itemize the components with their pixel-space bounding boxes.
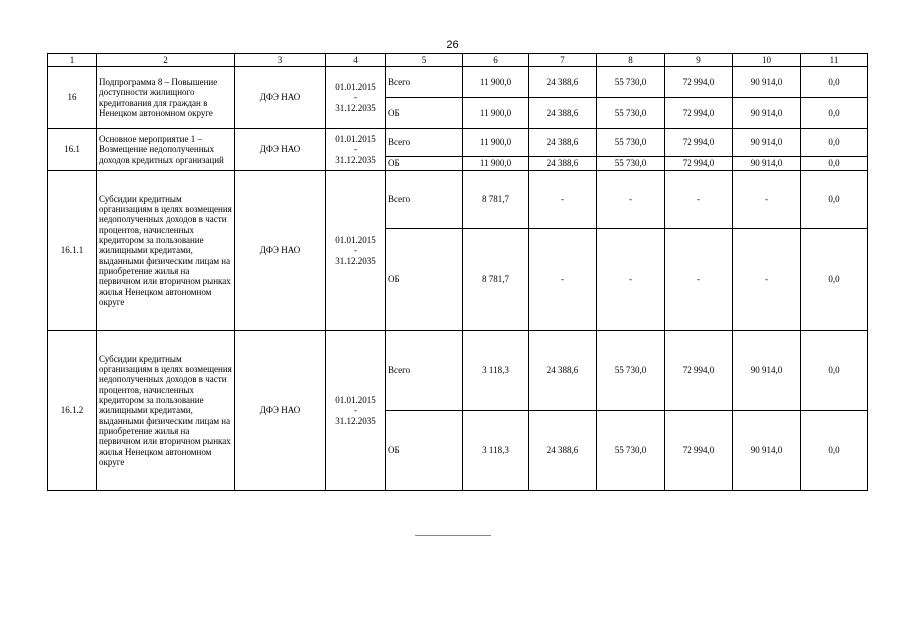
period-start: 01.01.2015 xyxy=(335,234,376,245)
value-cell: 55 730,0 xyxy=(597,157,665,171)
record-period xyxy=(326,331,386,491)
table-row xyxy=(48,171,868,229)
value-cell: 55 730,0 xyxy=(597,98,665,129)
column-header: 6 xyxy=(463,54,529,67)
value-cell: 3 118,3 xyxy=(463,411,529,491)
column-header: 2 xyxy=(97,54,235,67)
funding-source: ОБ xyxy=(386,229,463,331)
value-cell: 11 900,0 xyxy=(463,129,529,157)
value-cell: - xyxy=(665,171,733,229)
period-dash: - xyxy=(354,405,357,416)
record-period xyxy=(326,67,386,129)
value-cell: 24 388,6 xyxy=(529,331,597,411)
value-cell: 8 781,7 xyxy=(463,171,529,229)
value-cell: 72 994,0 xyxy=(665,331,733,411)
record-period xyxy=(326,171,386,331)
record-name: Подпрограмма 8 – Повышение доступности жилищного кредитования для граждан в Ненецком автономном округе xyxy=(97,67,235,129)
record-code: 16.1.2 xyxy=(48,331,97,491)
value-cell: 90 914,0 xyxy=(733,157,801,171)
value-cell: - xyxy=(665,229,733,331)
funding-source: Всего xyxy=(386,171,463,229)
value-cell: 0,0 xyxy=(801,129,868,157)
period-dash: - xyxy=(354,92,357,103)
value-cell: 0,0 xyxy=(801,157,868,171)
record-name: Основное мероприятие 1 – Возмещение недополученных доходов кредитных организаций xyxy=(97,129,235,171)
value-cell: 11 900,0 xyxy=(463,157,529,171)
footer-separator-line xyxy=(415,535,491,536)
record-executor: ДФЭ НАО xyxy=(235,171,326,331)
value-cell: 24 388,6 xyxy=(529,129,597,157)
value-cell: 24 388,6 xyxy=(529,67,597,98)
value-cell: - xyxy=(733,229,801,331)
value-cell: 55 730,0 xyxy=(597,67,665,98)
funding-source: Всего xyxy=(386,67,463,98)
value-cell: 24 388,6 xyxy=(529,411,597,491)
period-start: 01.01.2015 xyxy=(335,133,376,144)
page-number: 26 xyxy=(446,39,459,51)
record-name: Субсидии кредитным организациям в целях возмещения недополученных доходов в части процентов, начисленных кредитором за пользование жилищными кредитами, выданными физическим лицам на приобретение жилья на первичном или вторичном рынках жилья Ненецком автономном округе xyxy=(97,331,235,491)
value-cell: 11 900,0 xyxy=(463,67,529,98)
record-executor: ДФЭ НАО xyxy=(235,67,326,129)
value-cell: 72 994,0 xyxy=(665,157,733,171)
value-cell: 8 781,7 xyxy=(463,229,529,331)
period-dash: - xyxy=(354,245,357,256)
column-header: 4 xyxy=(326,54,386,67)
column-header: 11 xyxy=(801,54,868,67)
record-code: 16.1 xyxy=(48,129,97,171)
value-cell: 72 994,0 xyxy=(665,67,733,98)
value-cell: 55 730,0 xyxy=(597,411,665,491)
value-cell: 90 914,0 xyxy=(733,98,801,129)
record-executor: ДФЭ НАО xyxy=(235,129,326,171)
budget-table xyxy=(47,53,868,491)
value-cell: 0,0 xyxy=(801,229,868,331)
record-executor: ДФЭ НАО xyxy=(235,331,326,491)
value-cell: 55 730,0 xyxy=(597,129,665,157)
period-end: 31.12.2035 xyxy=(335,154,376,165)
value-cell: 0,0 xyxy=(801,411,868,491)
value-cell: 0,0 xyxy=(801,171,868,229)
column-header: 10 xyxy=(733,54,801,67)
value-cell: 0,0 xyxy=(801,98,868,129)
value-cell: - xyxy=(597,171,665,229)
column-header: 5 xyxy=(386,54,463,67)
period-start: 01.01.2015 xyxy=(335,81,376,92)
value-cell: 72 994,0 xyxy=(665,98,733,129)
value-cell: 55 730,0 xyxy=(597,331,665,411)
value-cell: 11 900,0 xyxy=(463,98,529,129)
funding-source: ОБ xyxy=(386,157,463,171)
period-start: 01.01.2015 xyxy=(335,394,376,405)
value-cell: 72 994,0 xyxy=(665,129,733,157)
value-cell: 24 388,6 xyxy=(529,157,597,171)
period-end: 31.12.2035 xyxy=(335,102,376,113)
period-dash: - xyxy=(354,144,357,155)
column-number-row xyxy=(48,54,868,67)
record-code: 16 xyxy=(48,67,97,129)
table-row xyxy=(48,331,868,411)
record-name: Субсидии кредитным организациям в целях возмещения недополученных доходов в части процентов, начисленных кредитором за пользование жилищными кредитами, выданными физическим лицам на приобретение жилья на первичном или вторичном рынках жилья Ненецком автономном округе xyxy=(97,171,235,331)
value-cell: 90 914,0 xyxy=(733,67,801,98)
value-cell: 90 914,0 xyxy=(733,411,801,491)
record-code: 16.1.1 xyxy=(48,171,97,331)
period-end: 31.12.2035 xyxy=(335,415,376,426)
column-header: 3 xyxy=(235,54,326,67)
value-cell: 0,0 xyxy=(801,331,868,411)
column-header: 9 xyxy=(665,54,733,67)
value-cell: - xyxy=(529,229,597,331)
column-header: 7 xyxy=(529,54,597,67)
funding-source: ОБ xyxy=(386,98,463,129)
funding-source: Всего xyxy=(386,331,463,411)
value-cell: 90 914,0 xyxy=(733,129,801,157)
value-cell: 0,0 xyxy=(801,67,868,98)
value-cell: 24 388,6 xyxy=(529,98,597,129)
value-cell: 72 994,0 xyxy=(665,411,733,491)
column-header: 1 xyxy=(48,54,97,67)
value-cell: - xyxy=(733,171,801,229)
value-cell: 3 118,3 xyxy=(463,331,529,411)
period-end: 31.12.2035 xyxy=(335,255,376,266)
column-header: 8 xyxy=(597,54,665,67)
record-period xyxy=(326,129,386,171)
value-cell: 90 914,0 xyxy=(733,331,801,411)
funding-source: Всего xyxy=(386,129,463,157)
value-cell: - xyxy=(529,171,597,229)
value-cell: - xyxy=(597,229,665,331)
table-row xyxy=(48,67,868,98)
funding-source: ОБ xyxy=(386,411,463,491)
table-row xyxy=(48,129,868,157)
